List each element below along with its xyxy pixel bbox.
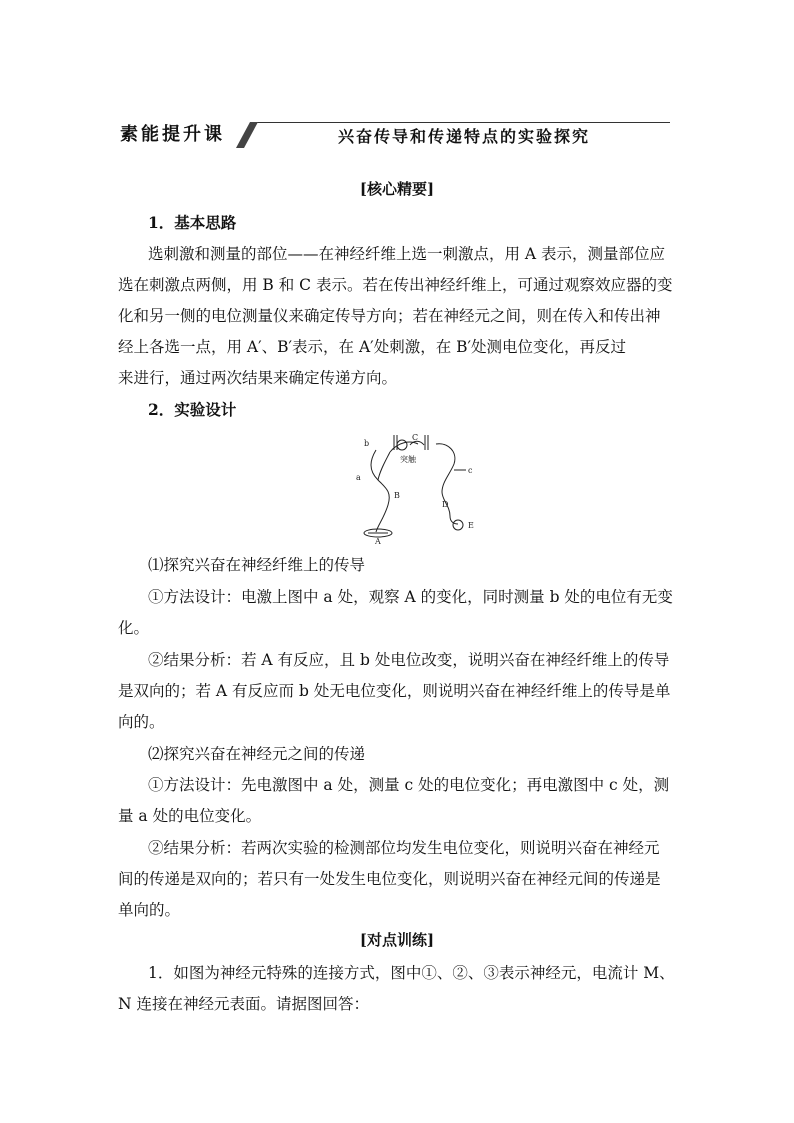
paragraph-line: 来进行，通过两次结果来确定传递方向。 [118,369,398,387]
training-section-label: [对点训练] [359,931,435,949]
question-line: N 连接在神经元表面。请据图回答： [118,995,369,1013]
neuron-experiment-diagram [350,430,480,545]
label-c: c [468,466,473,475]
paragraph-line: 化。 [118,619,150,637]
paragraph-line: 向的。 [118,713,165,731]
header-slash-decoration [236,122,258,148]
subheading-conduction: ⑴探究兴奋在神经纤维上的传导 [148,556,366,574]
heading-basic-approach: 1．基本思路 [148,213,237,232]
subheading-transmission: ⑵探究兴奋在神经元之间的传递 [148,745,366,763]
heading-experiment-design: 2．实验设计 [148,400,237,419]
label-D: D [442,500,449,509]
paragraph-line: 是双向的；若 A 有反应而 b 处无电位变化，则说明兴奋在神经纤维上的传导是单 [118,682,671,700]
label-A: A [375,537,381,545]
label-a: a [356,473,361,482]
question-line: 1．如图为神经元特殊的连接方式，图中①、②、③表示神经元，电流计 M、 [148,964,675,982]
core-section-label: [核心精要] [359,180,435,198]
label-B: B [394,491,400,500]
paragraph-line: 量 a 处的电位变化。 [118,807,262,825]
paragraph-line: ②结果分析：若两次实验的检测部位均发生电位变化，则说明兴奋在神经元 [148,839,660,857]
paragraph-line: 化和另一侧的电位测量仪来确定传导方向；若在神经元之间，则在传入和传出神 [118,307,661,325]
page-title: 兴奋传导和传递特点的实验探究 [338,127,591,146]
page-header [118,118,670,152]
paragraph-line: 选在刺激点两侧，用 B 和 C 表示。若在传出神经纤维上，可通过观察效应器的变 [118,276,673,294]
label-E: E [468,521,474,530]
header-tag: 素能提升课 [118,122,252,148]
paragraph-line: ①方法设计：电激上图中 a 处，观察 A 的变化，同时测量 b 处的电位有无变 [148,588,673,606]
label-C: C [412,433,419,442]
paragraph-line: 单向的。 [118,901,181,919]
paragraph-line: 选刺激和测量的部位——在神经纤维上选一刺激点，用 A 表示，测量部位应 [148,245,666,263]
label-b: b [364,439,370,448]
paragraph-line: 经上各选一点，用 A′、B′表示，在 A′处刺激，在 B′处测电位变化，再反过 [118,338,627,356]
paragraph-line: ①方法设计：先电激图中 a 处，测量 c 处的电位变化；再电激图中 c 处，测 [148,776,670,794]
paragraph-line: ②结果分析：若 A 有反应，且 b 处电位改变，说明兴奋在神经纤维上的传导 [148,651,670,669]
paragraph-line: 间的传递是双向的；若只有一处发生电位变化，则说明兴奋在神经元间的传递是 [118,870,661,888]
label-synapse: 突触 [400,455,416,464]
